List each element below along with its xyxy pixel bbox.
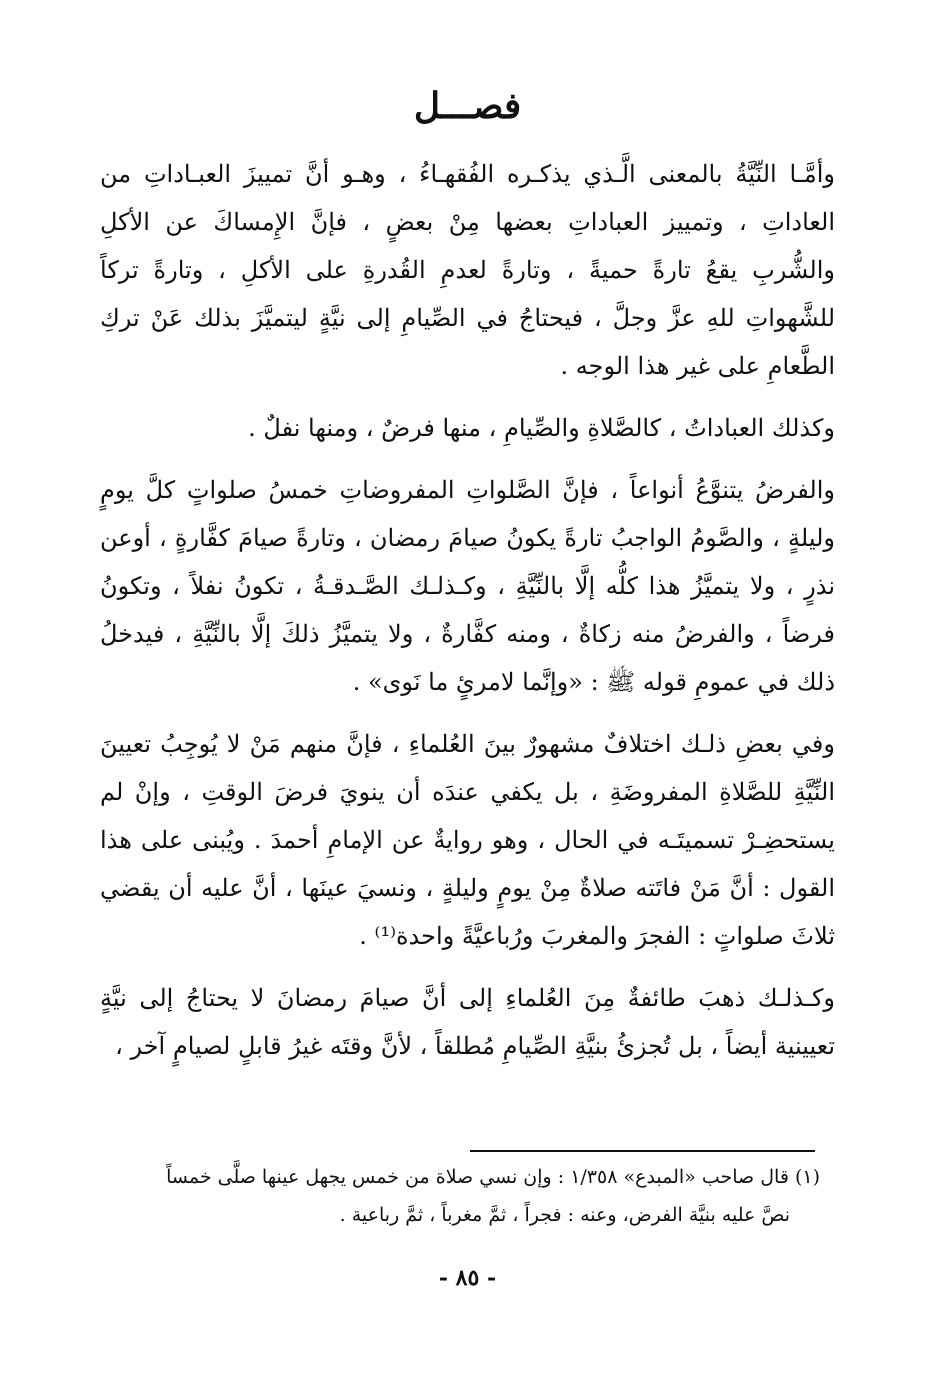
- main-text: [100, 150, 835, 1084]
- footnote-line-1: (١) قال صاحب «المبدع» ١/٣٥٨ : وإن نسي صلاة من خمس يجهل عينها صلَّى خمساً: [166, 1166, 820, 1188]
- paragraph-4: وفي بعضِ ذلـك اختلافٌ مشهورٌ بينَ العُلماءِ ، فإنَّ منهم مَنْ لا يُوجِبُ تعيينَ النِّيَّةِ للصَّلاةِ المفروضَةِ ، بل يكفي عندَه أن ينويَ فرضَ الوقتِ ، وإنْ لم يستحضِـرْ تسميتَـه في الحال ، وهو روايةٌ عن الإمامِ أحمدَ . ويُبنى على هذا القول : أنَّ مَنْ فاتَته صلاةٌ مِنْ يومٍ وليلةٍ ، ونسيَ عينَها ، أنَّ عليه أن يقضي ثلاثَ صلواتٍ : الفجرَ والمغربَ ورُباعيَّةً واحدة⁽¹⁾ .: [100, 730, 835, 950]
- page-number: - ٨٥ -: [438, 1265, 497, 1291]
- footnote-divider: [470, 1150, 815, 1152]
- paragraph-2: وكذلك العباداتُ ، كالصَّلاةِ والصِّيامِ ، منها فرضٌ ، ومنها نفلٌ .: [248, 414, 835, 442]
- paragraph-3: والفرضُ يتنوَّعُ أنواعاً ، فإنَّ الصَّلواتِ المفروضاتِ خمسُ صلواتٍ كلَّ يومٍ وليلةٍ ، والصَّومُ الواجبُ تارةً يكونُ صيامَ رمضان ، وتارةً صيامَ كفَّارةٍ ، أوعن نذرٍ ، ولا يتميَّزُ هذا كلُّه إلَّا بالنِّيَّةِ ، وكـذلـك الصَّـدقـةُ ، تكونُ نفلاً ، وتكونُ فرضاً ، والفرضُ منه زكاةٌ ، ومنه كفَّارةٌ ، ولا يتميَّزُ ذلكَ إلَّا بالنِّيَّةِ ، فيدخلُ ذلك في عمومِ قوله ﷺ : «وإنَّما لامرئٍ ما نَوى» .: [100, 476, 835, 696]
- paragraph-1: وأمَّـا النِّيَّةُ بالمعنى الَّـذي يذكـره الفُقهـاءُ ، وهـو أنَّ تمييزَ العبـاداتِ من العاداتِ ، وتمييز العباداتِ بعضها مِنْ بعضٍ ، فإنَّ الإِمساكَ عن الأكلِ والشُّربِ يقعُ تارةً حميةً ، وتارةً لعدمِ القُدرةِ على الأكلِ ، وتارةً تركاً للشَّهواتِ للهِ عزَّ وجلَّ ، فيحتاجُ في الصِّيامِ إلى نيَّةٍ ليتميَّزَ بذلك عَنْ تركِ الطَّعامِ على غير هذا الوجه .: [100, 160, 835, 380]
- paragraph-5: وكـذلـك ذهبَ طائفةٌ مِنَ العُلماءِ إلى أنَّ صيامَ رمضانَ لا يحتاجُ إلى نيَّةٍ تعيينية أيضاً ، بل تُجزئُ بنيَّةِ الصِّيامِ مُطلقاً ، لأنَّ وقتَه غيرُ قابلٍ لصيامٍ آخر ،: [100, 984, 835, 1060]
- section-heading: فصـــل: [413, 85, 522, 127]
- footnotes: [120, 1158, 820, 1234]
- footnote-line-2: نصَّ عليه بنيَّة الفرض، وعنه : فجراً ، ثمَّ مغرباً ، ثمَّ رباعية .: [339, 1204, 790, 1226]
